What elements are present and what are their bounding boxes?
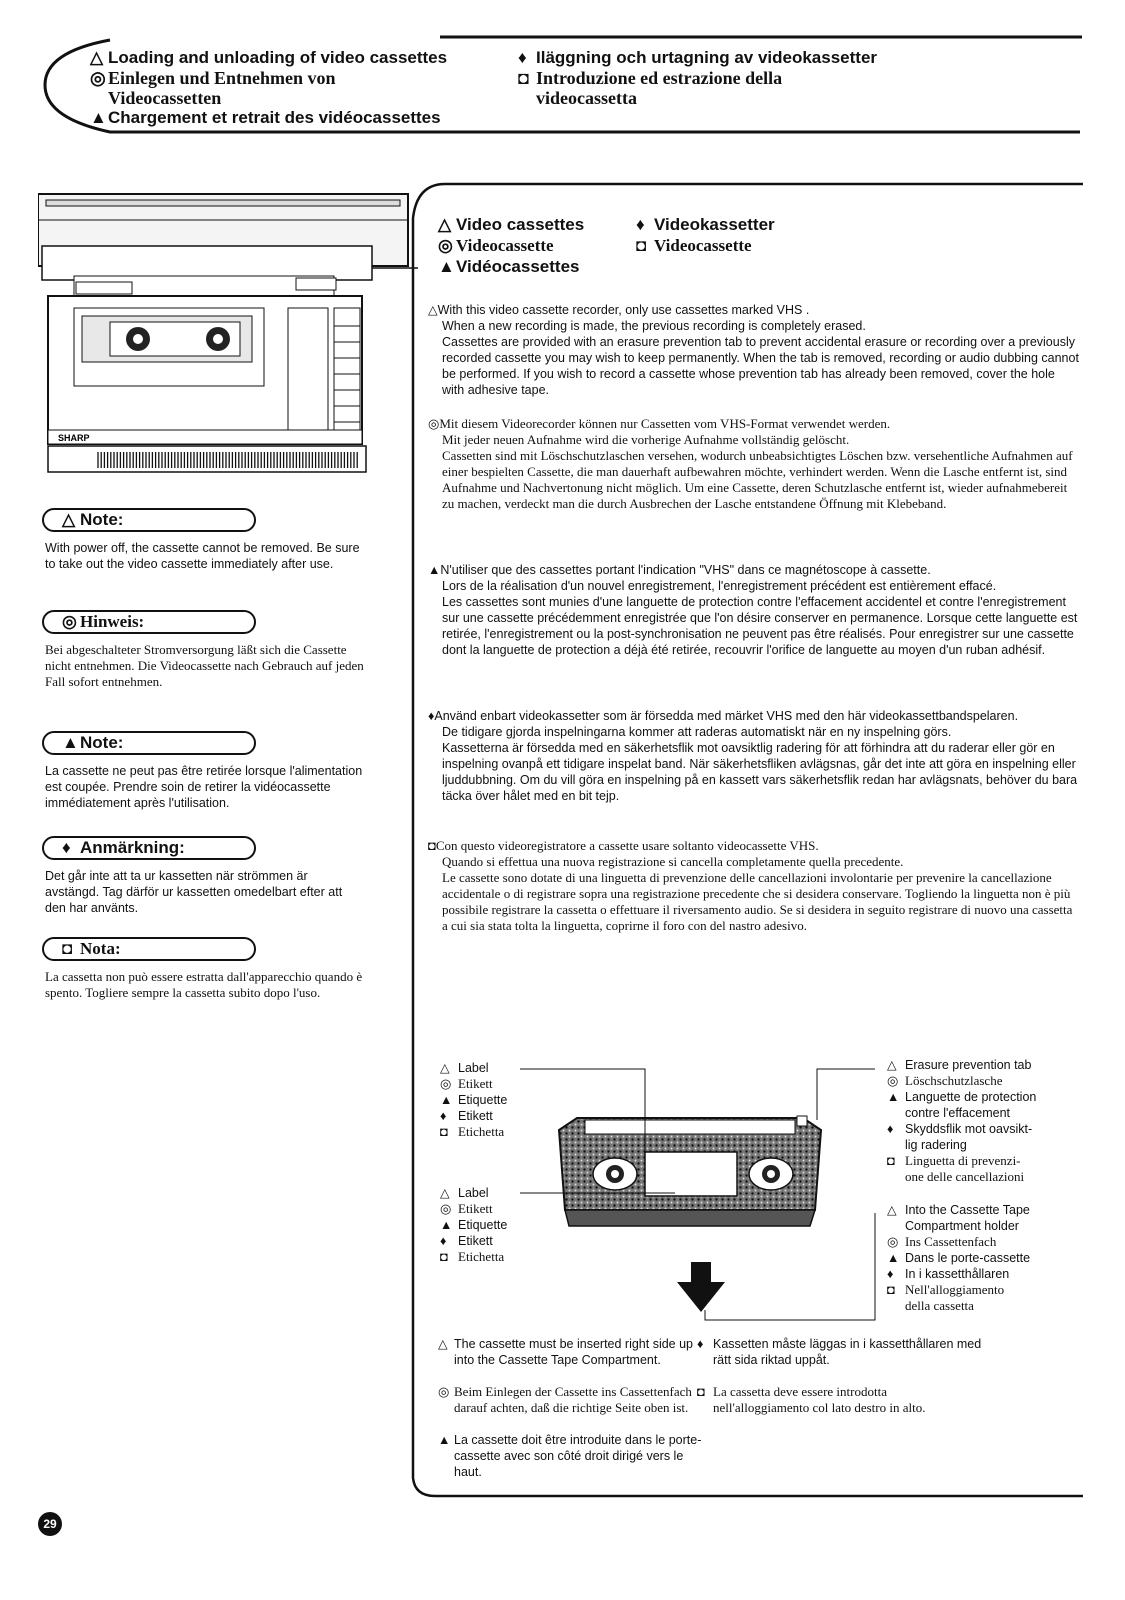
section-title (636, 235, 775, 256)
cassette-diagram (505, 1060, 945, 1330)
language-marker-icon: ▲ (440, 1093, 453, 1107)
language-marker-icon: ♦ (62, 838, 71, 857)
header-title-line-text: Loading and unloading of video cassettes (108, 48, 448, 67)
erasure-callout-line-text: one delle cancellazioni (905, 1169, 1025, 1184)
header-title-line (90, 88, 447, 108)
section-title-text: Video cassettes (456, 215, 585, 234)
paragraph-text: Les cassettes sont munies d'une languette de protection contre l'effacement accidentel et contre l'enregistrement sur une cassette précédemment enregistrée que l'on désire conserver en permanence. Lorsque cette languette est retirée, l'enregistrement ou la post-synchronisation ne peuvent pas être réalisés. Pour enregistrer sur une cassette dont la languette de protection a déjà été retirée, recouvrir l'orifice de languette au moyen d'un ruban adhésif. (442, 595, 1078, 657)
paragraph-text: Le cassette sono dotate di una linguetta di prevenzione delle cancellazioni involontarie per prevenire la cancellazione accidentale o di registrare sopra una registrazione precedente che si desidera conservare. Togliendo la linguetta non è più possibile registrare la cassetta o effettuare il riversamento audio. Se si desidera in seguito registrare di nuovo una cassetta a cui sia stata tolta la linguetta, coprirne il foro con del nastro adesivo. (442, 870, 1073, 933)
language-marker-icon: ▲ (62, 733, 79, 752)
note-heading (42, 508, 256, 532)
into-callout-line-text: Dans le porte-cassette (905, 1251, 1031, 1265)
header-title-line (90, 68, 447, 88)
paragraph-line (428, 318, 1080, 334)
caption-text: La cassetta deve essere introdotta nell'alloggiamento col lato destro in alto. (713, 1384, 926, 1415)
section-title-text: Vidéocassettes (456, 257, 580, 276)
erasure-callout-line (887, 1121, 1036, 1137)
language-marker-icon: ◘ (62, 939, 73, 958)
language-marker-icon: ♦ (518, 48, 527, 67)
paragraph-line (428, 578, 1080, 594)
paragraph-line (428, 870, 1080, 934)
instruction-caption (697, 1384, 983, 1416)
erasure-callout-line-text: lig radering (905, 1138, 967, 1152)
paragraph-block (428, 562, 1080, 658)
language-marker-icon: △ (438, 1337, 448, 1351)
note-heading (42, 731, 256, 755)
language-marker-icon: ◎ (887, 1073, 899, 1088)
language-marker-icon: ▲ (438, 1433, 451, 1447)
erasure-callout-line (887, 1137, 1036, 1153)
language-marker-icon: ♦ (440, 1109, 447, 1123)
language-marker-icon: ◎ (440, 1076, 452, 1091)
label-callout-line (440, 1201, 507, 1217)
header-title-line (90, 48, 447, 68)
language-marker-icon: ◎ (62, 612, 77, 631)
into-callout-line-text: Nell'alloggiamento (905, 1282, 1005, 1297)
language-marker-icon: △ (887, 1058, 897, 1072)
label-callout-line (440, 1076, 507, 1092)
section-title-text: Videocassette (654, 236, 752, 255)
language-marker-icon: △ (887, 1203, 897, 1217)
language-marker-icon: ◘ (636, 236, 647, 255)
paragraph-block (428, 838, 1080, 934)
paragraph-text: Cassetten sind mit Löschschutzlaschen versehen, wodurch unbeabsichtigtes Löschen bzw. versehentliche Aufnahmen auf einer bespielten Cassette, die man dauerhaft aufbewahren möchte, verhindert werden. Wenn die Lasche entfernt ist, sind Aufnahme und Nachvertonung nicht möglich. Um eine Cassette, deren Schutzlasche entfernt ist, wieder aufnahmebereit zu machen, verdeckt man die durch Ausbrechen der Lasche entstandene Öffnung mit Klebeband. (442, 448, 1073, 511)
language-marker-icon: ◎ (440, 1201, 452, 1216)
language-marker-icon: ◘ (887, 1153, 895, 1168)
language-marker-icon: ♦ (887, 1122, 894, 1136)
label-callout-line (440, 1108, 507, 1124)
label-callout-line-text: Etikett (458, 1076, 493, 1091)
into-callout-line (887, 1282, 1030, 1298)
paragraph-text: Lors de la réalisation d'un nouvel enregistrement, l'enregistrement précédent est entièrement effacé. (442, 579, 997, 593)
erasure-callout-line-text: Erasure prevention tab (905, 1058, 1032, 1072)
header-left (90, 48, 447, 128)
erasure-callout-line (887, 1169, 1036, 1185)
language-marker-icon: ▲ (887, 1090, 900, 1104)
erasure-callout-line (887, 1057, 1036, 1073)
paragraph-text: N'utiliser que des cassettes portant l'indication "VHS" dans ce magnétoscope à cassette. (440, 563, 931, 577)
header-title-line (518, 88, 877, 108)
erasure-callout-line-text: Linguetta di prevenzi- (905, 1153, 1021, 1168)
erasure-callout-line (887, 1153, 1036, 1169)
header-title-line (90, 108, 447, 128)
label-callout-line (440, 1092, 507, 1108)
into-callout-line-text: In i kassetthållaren (905, 1267, 1010, 1281)
label-callout-line-text: Etiquette (458, 1218, 508, 1232)
header-title-line (518, 48, 877, 68)
erasure-tab-callout (887, 1057, 1036, 1185)
language-marker-icon: △ (90, 48, 104, 67)
paragraph-text: Con questo videoregistratore a cassette usare soltanto videocassette VHS. (435, 838, 819, 853)
header-title-line-text: Videocassetten (108, 88, 222, 108)
paragraph-line (428, 302, 1080, 318)
language-marker-icon: ◘ (518, 68, 529, 88)
language-marker-icon: ♦ (887, 1267, 894, 1281)
erasure-callout-line-text: Löschschutzlasche (905, 1073, 1003, 1088)
language-marker-icon: △ (438, 215, 452, 234)
instruction-caption (697, 1336, 983, 1368)
note-heading-text: Hinweis: (80, 612, 145, 631)
erasure-callout-line-text: contre l'effacement (905, 1106, 1010, 1120)
section-title (636, 214, 775, 235)
into-callout-line (887, 1250, 1030, 1266)
vcr-device-illustration (38, 190, 418, 480)
language-marker-icon: ▲ (90, 108, 107, 127)
label-callout-line-text: Etikett (458, 1201, 493, 1216)
language-marker-icon: ♦ (440, 1234, 447, 1248)
label-callout-line-text: Label (458, 1186, 489, 1200)
section-title-text: Videocassette (456, 236, 554, 255)
paragraph-block (428, 416, 1080, 512)
label-callout-line (440, 1185, 507, 1201)
note-body: Bei abgeschalteter Stromversorgung läßt sich die Cassette nicht entnehmen. Die Videocassette nach Gebrauch auf jeden Fall sofort entnehmen. (45, 642, 364, 689)
note-heading-text: Note: (80, 510, 124, 529)
header-title-line-text: Chargement et retrait des vidéocassettes (108, 108, 441, 127)
into-callout-line-text: Compartment holder (905, 1219, 1019, 1233)
section-titles-left (438, 214, 584, 277)
paragraph-line (428, 724, 1080, 740)
instruction-caption (438, 1336, 704, 1368)
paragraph-line (428, 562, 1080, 578)
language-marker-icon: ◘ (440, 1124, 448, 1139)
paragraph-line (428, 334, 1080, 398)
note-heading-text: Anmärkning: (80, 838, 185, 857)
language-marker-icon: ▲ (887, 1251, 900, 1265)
paragraph-line (428, 854, 1080, 870)
into-callout-line (887, 1234, 1030, 1250)
into-callout-line-text: Ins Cassettenfach (905, 1234, 997, 1249)
paragraph-text: Quando si effettua una nuova registrazione si cancella completamente quella precedente. (442, 854, 904, 869)
into-callout-line (887, 1298, 1030, 1314)
header-title-line-text: Introduzione ed estrazione della (536, 68, 783, 88)
section-title-text: Videokassetter (654, 215, 775, 234)
language-marker-icon: ◘ (697, 1384, 705, 1399)
paragraph-line (428, 708, 1080, 724)
language-marker-icon: ◘ (887, 1282, 895, 1297)
header-title-line-text: Iläggning och urtagning av videokassetter (536, 48, 878, 67)
into-callout-line-text: Into the Cassette Tape (905, 1203, 1030, 1217)
into-callout-line (887, 1218, 1030, 1234)
label-callout-line-text: Etikett (458, 1234, 493, 1248)
label-callout-line (440, 1249, 507, 1265)
language-marker-icon: ◘ (440, 1249, 448, 1264)
erasure-callout-line-text: Languette de protection (905, 1090, 1037, 1104)
note-body: With power off, the cassette cannot be removed. Be sure to take out the video cassette immediately after use. (45, 541, 360, 571)
paragraph-text: When a new recording is made, the previous recording is completely erased. (442, 319, 866, 333)
paragraph-block (428, 708, 1080, 804)
paragraph-line (428, 448, 1080, 512)
label-callout-line-text: Etikett (458, 1109, 493, 1123)
into-callout-line (887, 1266, 1030, 1282)
into-callout-line (887, 1202, 1030, 1218)
caption-text: La cassette doit être introduite dans le porte-cassette avec son côté droit dirigé vers le haut. (454, 1433, 702, 1479)
language-marker-icon: ◎ (438, 1384, 450, 1399)
language-marker-icon: ♦ (697, 1337, 704, 1351)
note-heading-text: Note: (80, 733, 124, 752)
section-title (438, 214, 584, 235)
paragraph-text: De tidigare gjorda inspelningarna kommer att raderas automatiskt när en ny inspelning görs. (442, 725, 952, 739)
note-body: Det går inte att ta ur kassetten när strömmen är avstängd. Tag därför ur kassetten omedelbart efter att den har använts. (45, 869, 343, 915)
header-title-line-text: videocassetta (536, 88, 637, 108)
language-marker-icon: ◎ (887, 1234, 899, 1249)
paragraph-text: Cassettes are provided with an erasure prevention tab to prevent accidental erasure or recording over a previously recorded cassette you may wish to keep permanently. When the tab is removed, recording or audio dubbing cannot be performed. If you wish to record a cassette whose prevention tab has already been removed, cover the hole with adhesive tape. (442, 335, 1079, 397)
label-callout-line (440, 1233, 507, 1249)
label-callout-line (440, 1060, 507, 1076)
note-body: La cassette ne peut pas être retirée lorsque l'alimentation est coupée. Prendre soin de retirer la vidéocassette immédiatement après l'utilisation. (45, 764, 363, 810)
section-titles-right (636, 214, 775, 256)
language-marker-icon: △ (440, 1061, 450, 1075)
caption-text: Kassetten måste läggas in i kassetthållaren med rätt sida riktad uppåt. (713, 1337, 982, 1367)
label-callout-line-text: Etichetta (458, 1124, 505, 1139)
paragraph-line (428, 594, 1080, 658)
caption-text: The cassette must be inserted right side up into the Cassette Tape Compartment. (454, 1337, 694, 1367)
into-compartment-callout (887, 1202, 1030, 1314)
note-heading-text: Nota: (80, 939, 121, 958)
language-marker-icon: △ (428, 303, 438, 317)
section-title (438, 256, 584, 277)
instruction-caption (438, 1384, 704, 1416)
header-right (518, 48, 877, 108)
paragraph-text: Använd enbart videokassetter som är försedda med märket VHS med den här videokassettbandspelaren. (434, 709, 1019, 723)
language-marker-icon: △ (62, 510, 76, 529)
paragraph-line (428, 838, 1080, 854)
language-marker-icon: ◎ (438, 236, 453, 255)
paragraph-text: Mit jeder neuen Aufnahme wird die vorherige Aufnahme vollständig gelöscht. (442, 432, 850, 447)
label-callout-line (440, 1217, 507, 1233)
note-body: La cassetta non può essere estratta dall'apparecchio quando è spento. Togliere sempre la cassetta subito dopo l'uso. (45, 969, 363, 1000)
language-marker-icon: ▲ (428, 563, 441, 577)
page-number: 29 (38, 1512, 62, 1536)
vcr-brand-label: SHARP (58, 433, 90, 443)
note-heading (42, 836, 256, 860)
language-marker-icon: △ (440, 1186, 450, 1200)
caption-text: Beim Einlegen der Cassette ins Cassettenfach darauf achten, daß die richtige Seite oben ist. (454, 1384, 692, 1415)
note-heading (42, 937, 256, 961)
into-callout-line-text: della cassetta (905, 1298, 974, 1313)
paragraph-line (428, 416, 1080, 432)
erasure-callout-line (887, 1073, 1036, 1089)
language-marker-icon: ♦ (636, 215, 645, 234)
language-marker-icon: ▲ (440, 1218, 453, 1232)
label-callout-line (440, 1124, 507, 1140)
paragraph-text: With this video cassette recorder, only use cassettes marked VHS . (437, 303, 810, 317)
section-title (438, 235, 584, 256)
paragraph-text: Mit diesem Videorecorder können nur Cassetten vom VHS-Format verwendet werden. (439, 416, 891, 431)
language-marker-icon: ◎ (90, 68, 106, 88)
instruction-caption (438, 1432, 704, 1480)
label-callout-bottom (440, 1185, 507, 1265)
paragraph-block (428, 302, 1080, 398)
label-callout-line-text: Etichetta (458, 1249, 505, 1264)
language-marker-icon: ♦ (428, 709, 435, 723)
note-heading (42, 610, 256, 634)
erasure-callout-line (887, 1105, 1036, 1121)
paragraph-line (428, 740, 1080, 804)
header-title-line (518, 68, 877, 88)
language-marker-icon: ◘ (428, 838, 436, 853)
paragraph-line (428, 432, 1080, 448)
label-callout-line-text: Label (458, 1061, 489, 1075)
paragraph-text: Kassetterna är försedda med en säkerhetsflik mot oavsiktlig radering för att förhindra att du raderar eller gör en inspelning ovanpå ett tidigare inspelat band. När säkerhetsfliken avlägsnas, går det inte att göra en inspelning eller ljuddubbning. Om du vill göra en inspelning på en kassett vars säkerhetsflik redan har avlägsnats, behöver du bara täcka över hålet med en bit tejp. (442, 741, 1078, 803)
language-marker-icon: ▲ (438, 257, 455, 276)
language-marker-icon: ◎ (428, 416, 440, 431)
erasure-callout-line-text: Skyddsflik mot oavsikt- (905, 1122, 1033, 1136)
header-title-line-text: Einlegen und Entnehmen von (108, 68, 336, 88)
erasure-callout-line (887, 1089, 1036, 1105)
label-callout-line-text: Etiquette (458, 1093, 508, 1107)
label-callout-top (440, 1060, 507, 1140)
